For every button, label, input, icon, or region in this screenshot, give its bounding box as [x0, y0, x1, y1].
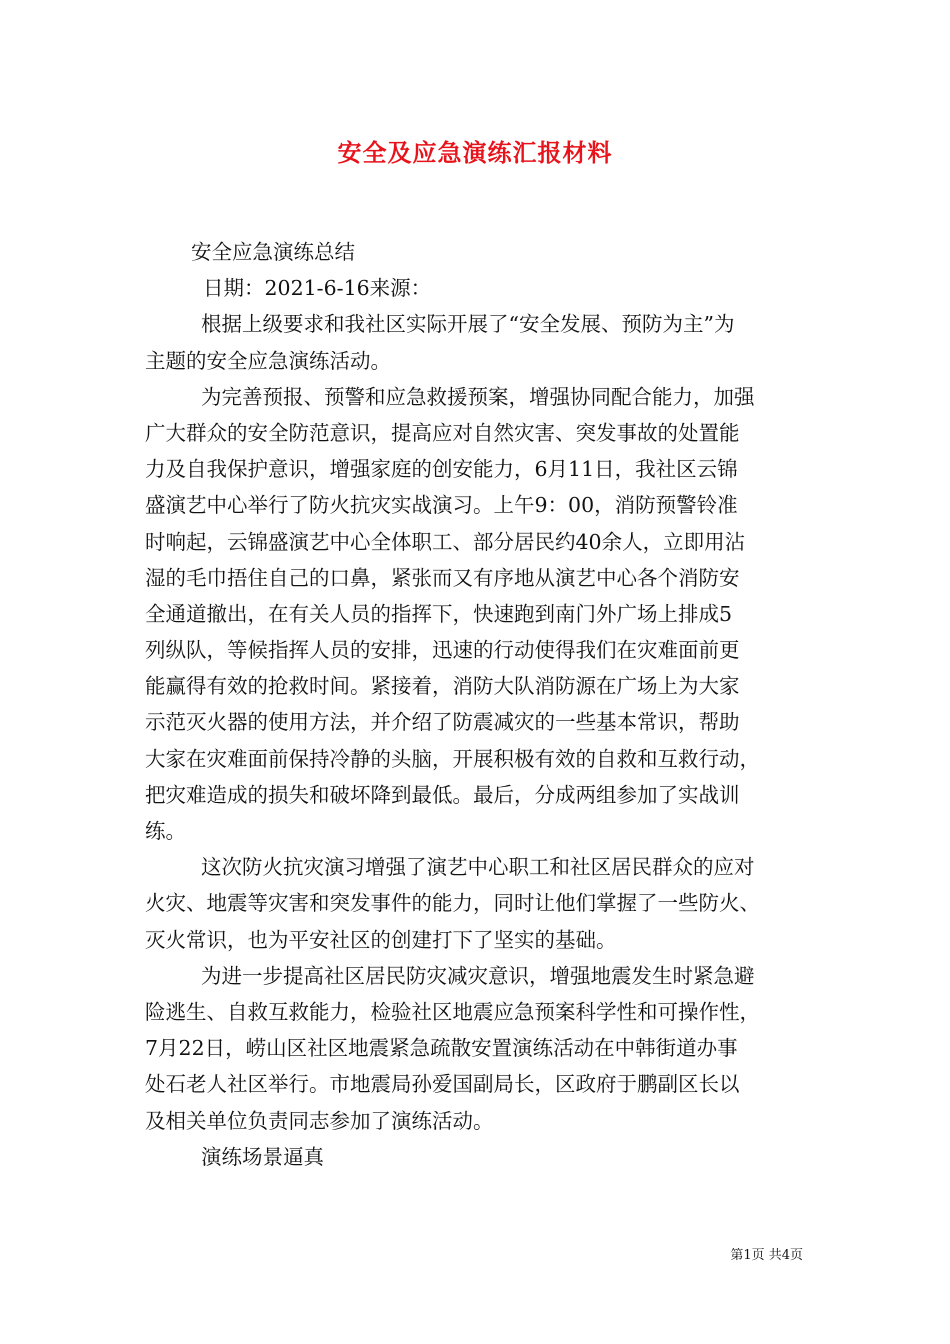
document-title: 安全及应急演练汇报材料: [337, 138, 613, 167]
paragraph-line: 为进一步提高社区居民防灾减灾意识，增强地震发生时紧急避: [201, 963, 755, 988]
paragraph-line: 7月22日，崂山区社区地震紧急疏散安置演练活动在中韩街道办事: [145, 1036, 738, 1061]
paragraph-line: 示范灭火器的使用方法，并介绍了防震减灾的一些基本常识，帮助: [145, 710, 740, 735]
paragraph-line: 险逃生、自救互救能力，检验社区地震应急预案科学性和可操作性，: [145, 999, 760, 1024]
paragraph-line: 这次防火抗灾演习增强了演艺中心职工和社区居民群众的应对: [201, 855, 755, 880]
paragraph-line: 主题的安全应急演练活动。: [145, 348, 391, 373]
paragraph-line: 湿的毛巾捂住自己的口鼻，紧张而又有序地从演艺中心各个消防安: [145, 565, 740, 590]
paragraph-line: 处石老人社区举行。市地震局孙爱国副局长，区政府于鹏副区长以: [145, 1072, 740, 1097]
paragraph-line: 练。: [145, 819, 186, 843]
paragraph-line: 把灾难造成的损失和破坏降到最低。最后，分成两组参加了实战训: [145, 782, 740, 807]
page-number: 第1页 共4页: [730, 1248, 803, 1263]
document-body: [145, 234, 810, 1175]
paragraph-line: 时响起，云锦盛演艺中心全体职工、部分居民约40余人，立即用沾: [145, 529, 746, 554]
section-heading: 安全应急演练总结: [191, 240, 355, 264]
paragraph-line: 根据上级要求和我社区实际开展了“安全发展、预防为主”为: [201, 312, 735, 337]
paragraph-line: 列纵队，等候指挥人员的安排，迅速的行动使得我们在灾难面前更: [145, 638, 740, 663]
paragraph-line: 为完善预报、预警和应急救援预案，增强协同配合能力，加强: [201, 384, 755, 409]
paragraph-line: 灭火常识，也为平安社区的创建打下了坚实的基础。: [145, 927, 617, 952]
paragraph-line: 盛演艺中心举行了防火抗灾实战演习。上午9：00，消防预警铃准: [145, 493, 738, 518]
paragraph-line: 演练场景逼真: [201, 1144, 324, 1169]
paragraph-line: 力及自我保护意识，增强家庭的创安能力，6月11日，我社区云锦: [145, 457, 738, 482]
date-source-line: 日期：2021-6-16来源：: [203, 276, 432, 301]
paragraph-line: 及相关单位负责同志参加了演练活动。: [145, 1108, 494, 1133]
paragraph-line: 大家在灾难面前保持冷静的头脑，开展积极有效的自救和互救行动，: [145, 746, 760, 771]
paragraph-line: 能赢得有效的抢救时间。紧接着，消防大队消防源在广场上为大家: [145, 674, 740, 699]
paragraph-line: 火灾、地震等灾害和突发事件的能力，同时让他们掌握了一些防火、: [145, 891, 760, 916]
paragraph-line: 广大群众的安全防范意识，提高应对自然灾害、突发事故的处置能: [145, 420, 740, 445]
paragraph-line: 全通道撤出，在有关人员的指挥下，快速跑到南门外广场上排成5: [145, 601, 733, 626]
